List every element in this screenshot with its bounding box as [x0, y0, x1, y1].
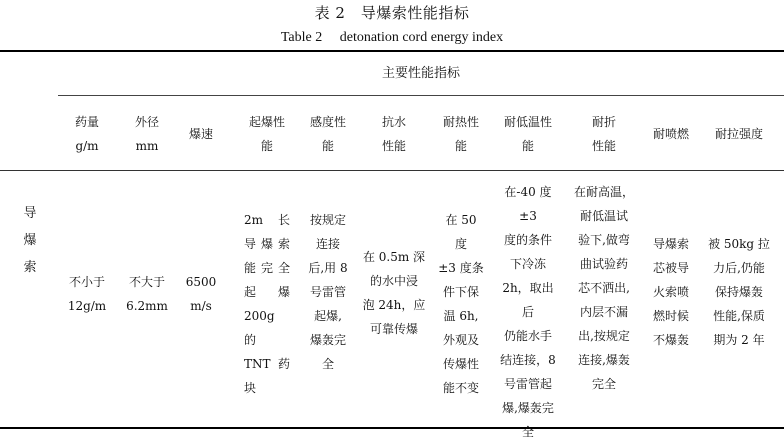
cell-line: 可靠传爆	[369, 322, 418, 336]
column-header-c11	[706, 122, 772, 146]
cell-line: 结连接，8	[500, 353, 556, 367]
header-line: 性能	[381, 139, 406, 153]
cell-line: 验下,做弯	[578, 233, 630, 247]
header-line: 抗水	[381, 115, 406, 129]
header-line: mm	[135, 139, 159, 153]
header-line: 能	[321, 139, 334, 153]
cell-line: 号雷管起	[503, 377, 552, 391]
header-line: 爆速	[188, 127, 213, 141]
cell-line: 6500	[185, 275, 217, 289]
group-underline	[58, 95, 784, 96]
header-line: 起爆性	[248, 115, 285, 129]
cell-line: 12g/m	[67, 299, 107, 313]
cell-line: 仍能水手	[503, 329, 552, 343]
cell-line: 出,按规定	[578, 329, 630, 343]
column-header-c4	[244, 110, 290, 158]
column-header-c9	[573, 110, 635, 158]
cell-line: 传爆性	[442, 357, 479, 371]
cell-line: 6.2mm	[126, 299, 168, 313]
column-header-c2	[120, 110, 174, 158]
cell-c4	[244, 208, 290, 400]
row-label-char: 导	[23, 206, 37, 221]
header-line: 药量	[74, 115, 99, 129]
cell-line: 芯被导	[652, 261, 689, 275]
column-header-c3	[180, 122, 222, 146]
cell-line: 外观及	[442, 333, 479, 347]
cell-line: 耐低温试	[579, 209, 628, 223]
cell-c2	[120, 270, 174, 318]
column-header-c10	[650, 122, 692, 146]
cell-line: 力后,仍能	[713, 261, 765, 275]
cell-line: 在耐高温，	[573, 185, 634, 199]
cell-line: 2m 长	[244, 213, 290, 227]
cell-line: m/s	[190, 299, 212, 313]
cell-line: 完全	[591, 377, 616, 391]
cell-line: 爆轰完	[309, 333, 346, 347]
cell-line: 内层不漏	[579, 305, 628, 319]
cell-c7	[438, 208, 484, 400]
header-line: 耐拉强度	[714, 127, 763, 141]
cell-c10	[650, 232, 692, 352]
cell-line: 不爆轰	[652, 333, 689, 347]
cell-line: 能完全	[244, 261, 290, 275]
header-line: 能	[454, 139, 467, 153]
group-header: 主要性能指标	[381, 66, 460, 81]
header-line: 能	[521, 139, 534, 153]
cell-line: 连接	[315, 237, 340, 251]
cell-line: TNT 药	[244, 357, 290, 371]
header-line: 耐折	[591, 115, 616, 129]
bottom-rule	[0, 427, 784, 429]
cell-line: ±3 度条	[438, 261, 484, 275]
row-label-char: 爆	[23, 233, 37, 248]
cell-line: 能不变	[442, 381, 479, 395]
row-label-char: 索	[23, 260, 37, 275]
table-title-en: Table 2 detonation cord energy index	[280, 30, 504, 45]
header-line: 能	[260, 139, 273, 153]
cell-line: 燃时候	[652, 309, 689, 323]
header-line: g/m	[75, 139, 99, 153]
row-label	[10, 200, 50, 281]
header-line: 耐热性	[442, 115, 479, 129]
column-header-c1	[62, 110, 112, 158]
cell-line: 芯不洒出,	[578, 281, 630, 295]
cell-line: 下冷冻	[509, 257, 546, 271]
cell-line: 全	[521, 425, 534, 439]
cell-line: 期为 2 年	[713, 333, 765, 347]
cell-c6	[362, 245, 426, 341]
header-line: 耐低温性	[503, 115, 552, 129]
column-header-c7	[438, 110, 484, 158]
header-line: 感度性	[309, 115, 346, 129]
cell-line: 导爆索	[244, 237, 290, 251]
cell-c1	[62, 270, 112, 318]
cell-c8	[497, 180, 559, 444]
header-line: 耐喷燃	[652, 127, 689, 141]
cell-line: 爆,爆轰完	[502, 401, 554, 415]
header-line: 外径	[134, 115, 159, 129]
column-header-c6	[362, 110, 426, 158]
header-line: 性能	[591, 139, 616, 153]
cell-line: 的水中浸	[369, 274, 418, 288]
cell-c11	[706, 232, 772, 352]
cell-c3	[180, 270, 222, 318]
cell-line: 全	[321, 357, 334, 371]
cell-line: 号雷管	[309, 285, 346, 299]
top-rule	[0, 50, 784, 52]
cell-line: 连接,爆轰	[578, 353, 630, 367]
cell-line: 不大于	[128, 275, 165, 289]
cell-line: 块	[244, 381, 257, 395]
cell-line: 不小于	[68, 275, 105, 289]
cell-line: 温 6h,	[443, 309, 479, 323]
cell-c9	[573, 180, 635, 396]
cell-line: 在 50 度	[445, 213, 477, 251]
cell-line: 在 0.5m 深	[362, 250, 426, 264]
table-title-cn: 表 2 导爆索性能指标	[314, 4, 470, 22]
column-header-c8	[497, 110, 559, 158]
cell-line: 泡 24h，应	[362, 298, 426, 312]
cell-line: 按规定	[309, 213, 346, 227]
cell-line: 曲试验药	[579, 257, 628, 271]
cell-line: 2h，取出后	[502, 281, 554, 319]
cell-line: 性能,保质	[713, 309, 765, 323]
cell-line: 200g 的	[244, 309, 275, 347]
column-header-c5	[306, 110, 350, 158]
header-rule	[0, 170, 784, 171]
cell-line: 件下保	[442, 285, 479, 299]
cell-line: 起 爆	[244, 285, 290, 299]
cell-line: 被 50kg 拉	[708, 237, 770, 251]
cell-line: 后,用 8	[308, 261, 348, 275]
cell-line: 导爆索	[652, 237, 689, 251]
cell-line: 在-40 度±3	[504, 185, 552, 223]
cell-line: 起爆,	[314, 309, 342, 323]
cell-c5	[306, 208, 350, 376]
cell-line: 火索喷	[652, 285, 689, 299]
cell-line: 保持爆轰	[714, 285, 763, 299]
cell-line: 度的条件	[503, 233, 552, 247]
